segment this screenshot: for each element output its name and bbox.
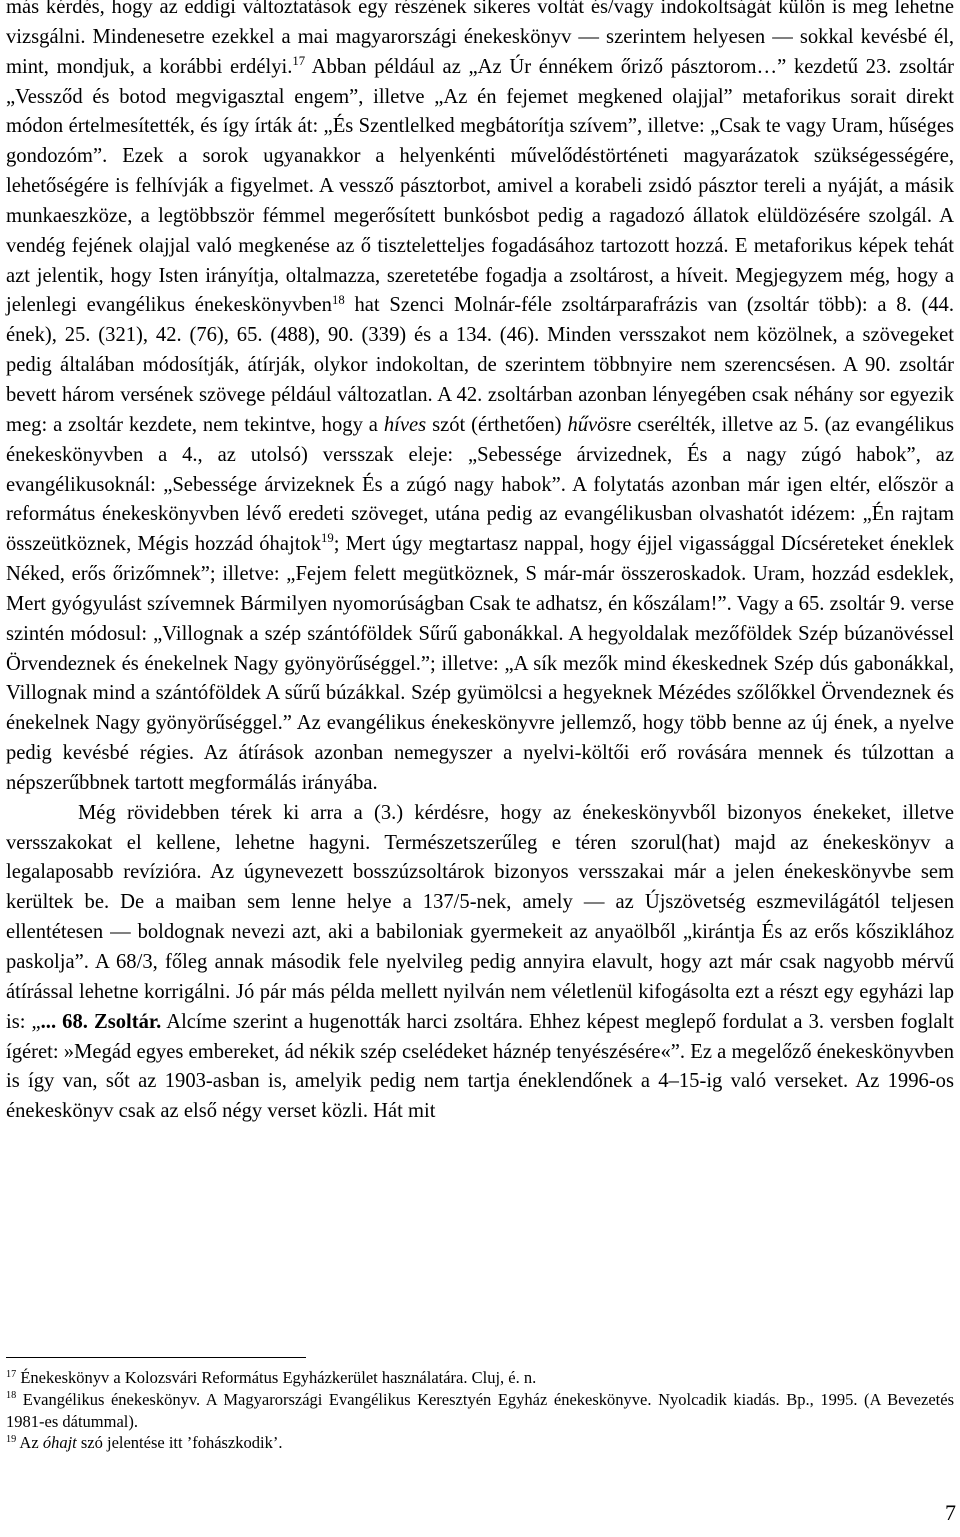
text-run: ; Mert úgy megtartasz nappal, hogy éjjel vigassággal Dícséreteket éneklek Néked, erős őrizőmnek”; illetve: „Fejem felett megütköznek, S már-már összeroskadok. Uram, hozzád esdeklek, Mert gyógyulást szívemnek Bármilyen nyomorúságban Csak te adhatsz, én kőszálam!”. Vagy a 65. zsoltár 9. verse szintén módosul: „Villognak a szép szántóföldek Sűrű gabonákkal. A hegyoldalak mezőföldek Szép búzanövéssel Örvendeznek és énekelnek Nagy gyönyörűséggel.”; illetve: „A sík mezők mind ékeskednek Szép dús gabonákkal, Villognak mind a szántóföldek A sűrű búzákkal. Szép gyümölcsi a hegyeknek Mézédes szőlőkkel Örvendeznek és énekelnek Nagy gyönyörűséggel.” Az evangélikus énekeskönyvre jellemző, hogy több benne az új ének, a nyelve pedig kevésbé régies. Az átírások azonban nemegyszer a nyelvi-költői erő rovására mennek és túlzottan a népszerűbbnek tartott megformálás irányába. [6, 533, 954, 794]
footnotes [6, 1367, 954, 1454]
footnote-18 [6, 1389, 954, 1433]
footnote-emphasis: óhajt [42, 1433, 77, 1453]
text-run: Abban például az „Az Úr énnékem őriző pásztorom…” kezdetű 23. zsoltár „Vessződ és botod megvigasztal engem”, illetve „Az én fejemet megkened olajjal” metaforikus sorait direkt módon értelmesítették, és így írták át: „És Szentlelked megbátorítja szívem”, illetve: „Csak te vagy Uram, hűséges gondozóm”. Ezek a sorok ugyanakkor a helyenkénti művelődéstörténeti magyarázatok szükségességére, lehetőségére is felhívják a figyelmet. A vessző pásztorbot, amivel a korabeli zsidó pásztor tereli a nyáját, a másik munkaeszköze, a legtöbbször fémmel megerősített bunkósbot pedig a ragadozó állatok elüldözésére szolgál. A vendég fejének olajjal való megkenése az ő tiszteletteljes fogadásához tartozott hozzá. E metaforikus képek tehát azt jelentik, hogy Isten irányítja, oltalmazza, szeretetébe fogadja a zsoltárost, a híveit. Megjegyzem még, hogy a jelenlegi evangélikus énekeskönyvben [6, 55, 954, 317]
footnote-number: 19 [6, 1434, 17, 1446]
paragraph-1 [6, 0, 954, 799]
footnote-text: Énekeskönyv a Kolozsvári Református Egyházkerület használatára. Cluj, é. n. [16, 1368, 537, 1387]
footnote-text: Evangélikus énekeskönyv. A Magyarországi Evangélikus Keresztyén Egyház énekeskönyve. Nyolcadik kiadás. Bp., 1995. (A Bevezetés 1981-es dátummal). [6, 1389, 954, 1431]
main-text [6, 0, 954, 1127]
emphasis-huvos: hűvös [567, 413, 616, 436]
footnote-17 [6, 1367, 954, 1389]
footnote-ref-17: 17 [292, 53, 306, 68]
footnote-number: 17 [6, 1368, 17, 1380]
text-run: más kérdés, hogy az eddigi változtatások egy részének sikeres voltát és/vagy indokoltságát külön is meg lehetne vizsgálni. Mindenesetre ezekkel a mai magyarországi énekeskönyv — szerintem helyesen — sokkal kevésbé él, mint, mondjuk, a korábbi erdélyi. [6, 0, 954, 78]
footnote-19 [6, 1432, 954, 1454]
footnote-number: 18 [6, 1390, 17, 1402]
text-run: Még rövidebben térek ki arra a (3.) kérdésre, hogy az énekeskönyvből bizonyos énekeket, illetve versszakokat el kellene, lehetne hagyni. Természetszerűleg e téren szorul(hat) majd az énekeskönyv a legalaposabb revízióra. Az úgynevezett bosszúzsoltárok bizonyos versszakai már a jelen énekeskönyvbe sem kerültek be. De a maiban sem lenne helye a 137/5-nek, amely — az Újszövetség eszmevilágától teljesen ellentétesen — boldognak nevezi azt, aki a babiloniak gyermekeit az anyaölből „kirántja És az erős kősziklához paskolja”. A 68/3, főleg annak második fele nyelvileg pedig annyira elavult, hogy azt már csak nagyobb mérvű átírással lehetne korrigálni. Jó pár más példa mellett nyilván nem véletlenül kifogásolta ezt a részt egy egyházi lap is: „ [6, 801, 954, 1033]
footnote-ref-18: 18 [331, 292, 345, 307]
footnote-separator [6, 1357, 306, 1358]
text-run: szót (érthetően) [426, 413, 568, 436]
text-run: hat Szenci Molnár-féle zsoltárparafrázis van (zsoltár több): a 8. (44. ének), 25. (321), 42. (76), 65. (488), 90. (339) és a 134. (46). Minden versszakot nem közölnek, a szövegeket pedig általában módosítják, átírják, olykor indokoltan, de szerintem többnyire nem szerencsésen. A 90. zsoltár bevett három versének szövege például változatlan. A 42. zsoltárban azonban lényegében csak néhány sor egyezik meg: a zsoltár kezdete, nem tekintve, hogy a [6, 294, 954, 436]
footnote-text: szó jelentése itt ’fohászkodik’. [76, 1433, 283, 1453]
footnote-ref-19: 19 [321, 531, 334, 546]
page-number: 7 [945, 1500, 956, 1525]
text-run: Alcíme szerint a hugenották harci zsoltára. Ehhez képest meglepő fordulat a 3. versben foglalt ígéret: »Megád egyes embereket, ád nékik szép cselédeket háznép tenyészésére«”. Ez a megelőző énekeskönyvben is így van, sőt az 1903-asban is, amelyik pedig nem tartja éneklendőnek a 4–15-ig való verseket. Az 1996-os énekeskönyv csak az első négy verset közli. Hát mit [6, 1010, 954, 1123]
bold-quote-title: ... 68. Zsoltár. [40, 1010, 162, 1033]
paragraph-2 [6, 799, 954, 1127]
emphasis-hives: híves [383, 413, 427, 436]
footnote-text: Az [16, 1433, 43, 1453]
text-run: re cserélték, illetve az 5. (az evangélikus énekeskönyvben a 4., az utolsó) versszak eleje: „Sebessége árvizednek, És a nagy zúgó habok”, az evangélikusoknál: „Sebessége árvizeknek És a zúgó nagy habok”. A folytatás azonban már igen eltér, először a református énekeskönyvben lévő eredeti szöveget, utána pedig az evangélikusban olvashatót idézem: „Én rajtam összeütköznek, Mégis hozzád óhajtok [6, 413, 954, 556]
